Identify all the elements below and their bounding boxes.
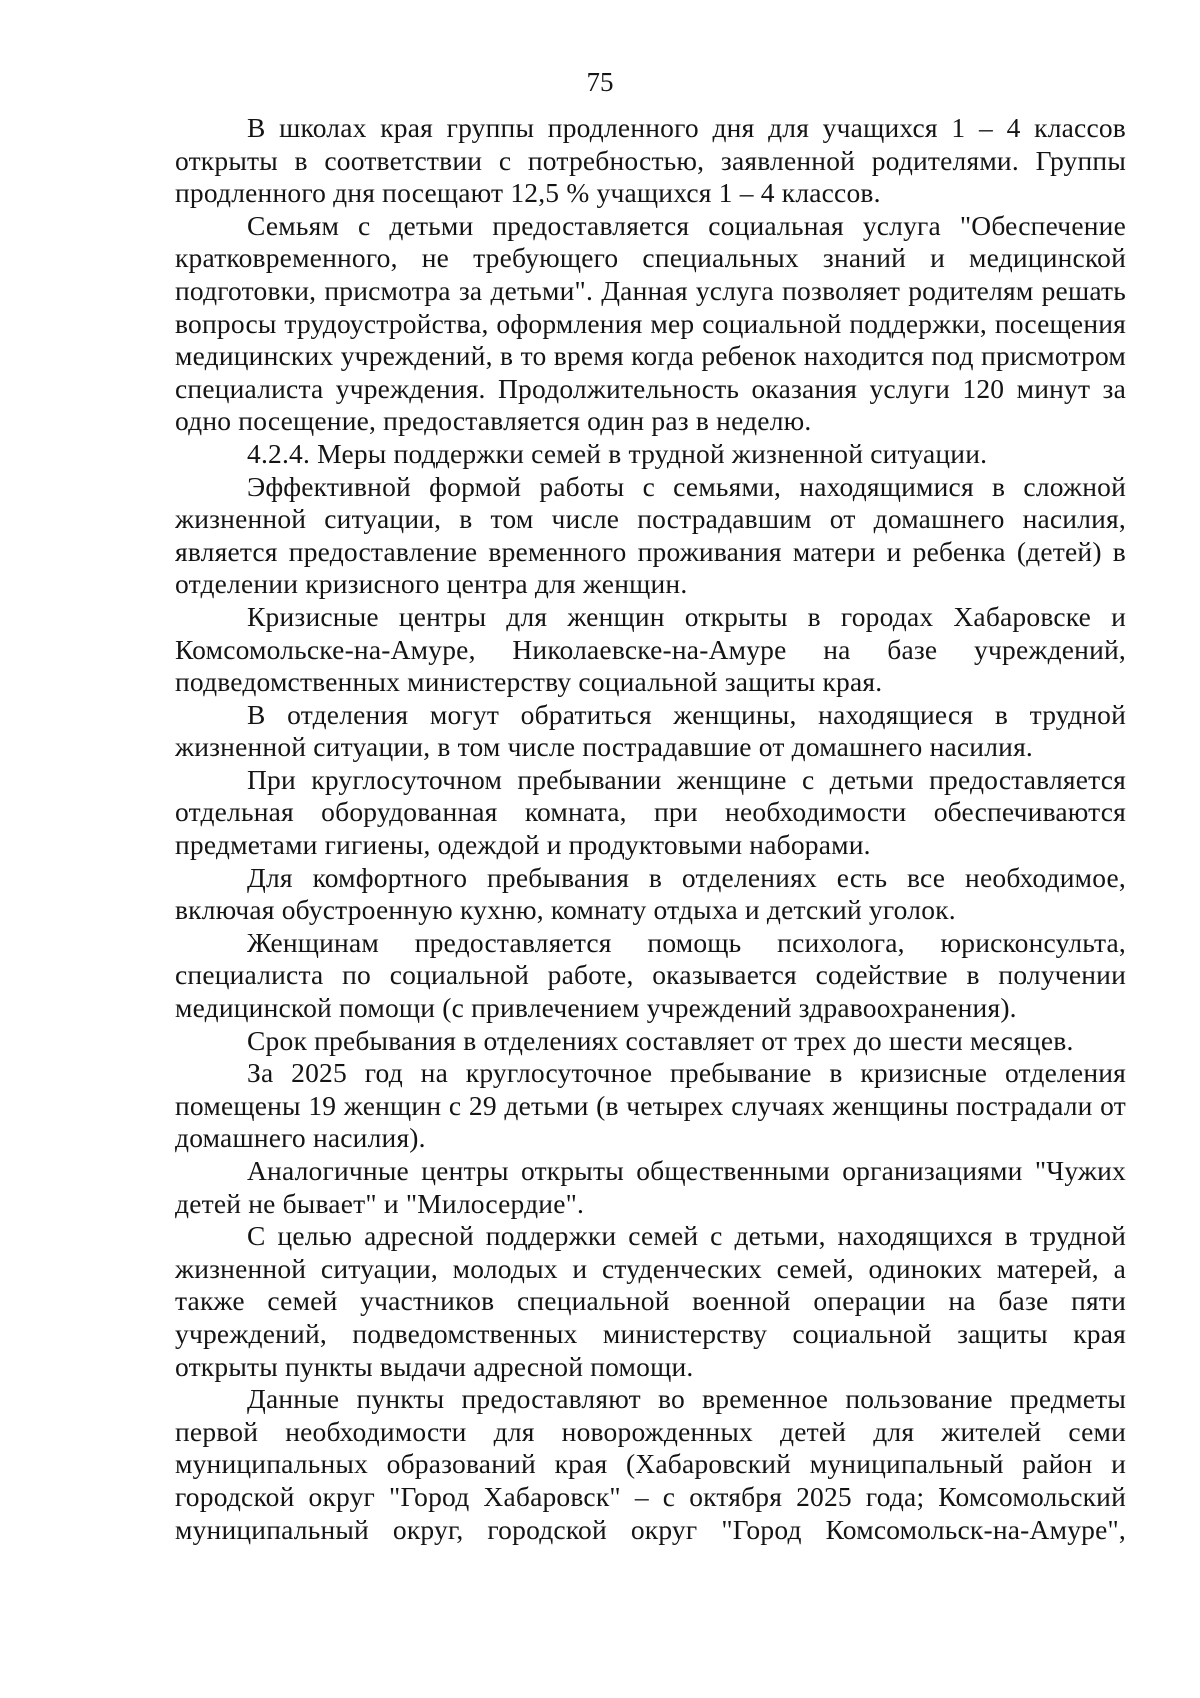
section-heading-4-2-4: 4.2.4. Меры поддержки семей в трудной жизненной ситуации. xyxy=(247,437,988,469)
paragraph-extended-day-groups: В школах края группы продленного дня для учащихся 1 – 4 классов открыты в соответствии с потребностью, заявленной родителями. Группы продленного дня посещают 12,5 % учащихся 1 – 4 классов. xyxy=(175,112,1126,209)
paragraph-assistance-points: С целью адресной поддержки семей с детьми, находящихся в трудной жизненной ситуации, молодых и студенческих семей, одиноких матерей, а также семей участников специальной военной операции на базе пяти учреждений, подведомственных министерству социальной защиты края открыты пункты выдачи адресной помощи. xyxy=(175,1220,1126,1382)
paragraph-comfort-facilities: Для комфортного пребывания в отделениях есть все необходимое, включая обустроенную кухню, комнату отдыха и детский уголок. xyxy=(175,861,1126,926)
paragraph-childcare-service: Семьям с детьми предоставляется социальная услуга "Обеспечение кратковременного, не требующего специальных знаний и медицинской подготовки, присмотра за детьми". Данная услуга позволяет родителям решать вопросы трудоустройства, оформления мер социальной поддержки, посещения медицинских учреждений, в то время когда ребенок находится под присмотром специалиста учреждения. Продолжительность оказания услуги 120 минут за одно посещение, предоставляется один раз в неделю. xyxy=(175,209,1126,437)
paragraph-stay-duration: Срок пребывания в отделениях составляет от трех до шести месяцев. xyxy=(247,1024,1074,1056)
paragraph-2025-statistics: За 2025 год на круглосуточное пребывание в кризисные отделения помещены 19 женщин с 29 детьми (в четырех случаях женщины пострадали от домашнего насилия). xyxy=(175,1057,1126,1154)
paragraph-temporary-residence: Эффективной формой работы с семьями, находящимися в сложной жизненной ситуации, в том числе пострадавшим от домашнего насилия, является предоставление временного проживания матери и ребенка (детей) в отделении кризисного центра для женщин. xyxy=(175,470,1126,600)
paragraph-round-the-clock-stay: При круглосуточном пребывании женщине с детьми предоставляется отдельная оборудованная комната, при необходимости обеспечиваются предметами гигиены, одеждой и продуктовыми наборами. xyxy=(175,763,1126,861)
paragraph-specialist-help: Женщинам предоставляется помощь психолога, юрисконсульта, специалиста по социальной работе, оказывается содействие в получении медицинской помощи (с привлечением учреждений здравоохранения). xyxy=(175,926,1126,1024)
page-number: 75 xyxy=(586,67,614,97)
paragraph-newborn-items: Данные пункты предоставляют во временное пользование предметы первой необходимости для новорожденных детей для жителей семи муниципальных образований края (Хабаровский муниципальный район и городской округ "Город Хабаровск" – с октября 2025 года; Комсомольский муниципальный округ, городской округ "Город Комсомольск-на-Амуре", xyxy=(175,1383,1126,1545)
document-body xyxy=(175,112,1126,1546)
paragraph-crisis-centers: Кризисные центры для женщин открыты в городах Хабаровске и Комсомольске-на-Амуре, Николаевске-на-Амуре на базе учреждений, подведомственных министерству социальной защиты края. xyxy=(175,600,1126,698)
paragraph-public-organizations: Аналогичные центры открыты общественными организациями "Чужих детей не бывает" и "Милосердие". xyxy=(175,1155,1126,1219)
paragraph-who-can-apply: В отделения могут обратиться женщины, находящиеся в трудной жизненной ситуации, в том числе пострадавшие от домашнего насилия. xyxy=(175,698,1126,763)
